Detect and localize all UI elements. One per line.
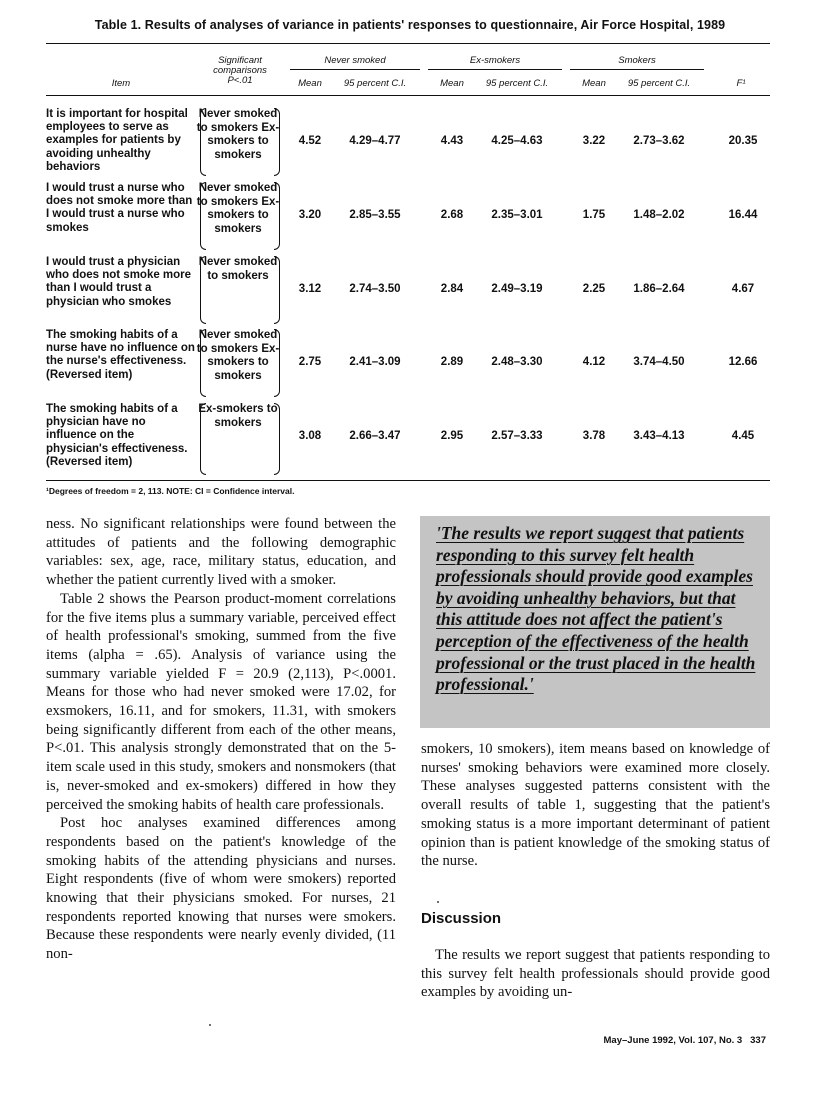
- body-paragraph: Post hoc analyses examined differences among respondents based on the patient's knowledge of the smoking habits of the attending physicians and nurses. Eight respondents (five of whom were smokers) reported knowing that their physicians smoked. For nurses, 21 respondents reported knowing that nurses were smokers. Because these respondents were nearly evenly divided, (11 non-: [46, 815, 396, 963]
- pull-quote-box: [420, 516, 770, 728]
- body-paragraph: The results we report suggest that patients responding to this survey felt health professionals should provide good examples by avoiding un-: [421, 947, 770, 1001]
- table-cell-never-ci: 2.74–3.50: [349, 283, 401, 295]
- table-cell-smoker-mean: 2.25: [582, 283, 606, 295]
- header-smoker-mean: Mean: [582, 78, 606, 89]
- group-rule-never: [290, 69, 420, 70]
- table-footnote: ¹Degrees of freedom = 2, 113. NOTE: CI = Confidence interval.: [46, 486, 295, 496]
- right-column-discussion: [421, 946, 770, 1002]
- table-cell-never-mean: 3.12: [298, 283, 322, 295]
- table-cell-ex-mean: 2.68: [440, 209, 464, 221]
- body-paragraph: ness. No significant relationships were found between the attitudes of patients and the following demographic variables: sex, age, race, military status, education, and whether the patient currently lived with a smoker.: [46, 516, 396, 589]
- table-cell-smoker-mean: 4.12: [582, 356, 606, 368]
- table-row-item: I would trust a physician who does not smoke more than I would trust a physician who smokes: [46, 256, 192, 308]
- table-cell-never-ci: 4.29–4.77: [349, 135, 401, 147]
- table-row-item: The smoking habits of a nurse have no influence on the nurse's effectiveness. (Reversed item): [46, 329, 195, 381]
- table-row-comparisons: Ex-smokers to smokers: [196, 403, 280, 475]
- body-paragraph: Table 2 shows the Pearson product-moment correlations for the five items plus a summary variable, perceived effect of health professional's smoking, summed from the five items (alpha = .65). Analysis of variance using the summary variable yielded F = 20.9 (2,113), P<.0001. Means for those who had never smoked were 17.02, for exsmokers, 16.11, and for smokers, 11.31, with smokers being significantly different from each of the other means, P<.01. This analysis strongly demonstrated that on the 5-item scale used in this study, smokers and nonsmokers (that is, never-smoked and ex-smokers) differed in how they perceived the smoking habits of health care professionals.: [46, 590, 396, 813]
- section-heading-discussion: Discussion: [421, 910, 502, 927]
- table-cell-ex-mean: 2.89: [440, 356, 464, 368]
- print-speck: [209, 1024, 211, 1026]
- table-cell-smoker-ci: 2.73–3.62: [633, 135, 685, 147]
- pull-quote: 'The results we report suggest that patients responding to this survey felt health professionals should provide good examples by avoiding unhealthy behaviors, but that this attitude does not affect the patient's perception of the effectiveness of the health professional or the trust placed in the health professional.': [436, 523, 756, 695]
- table-row-item: The smoking habits of a physician have no influence on the physician's effectiveness. (Reversed item): [46, 403, 188, 468]
- table-cell-smoker-ci: 1.48–2.02: [633, 209, 685, 221]
- header-ex-ci: 95 percent C.I.: [485, 78, 549, 89]
- group-rule-smokers: [570, 69, 704, 70]
- table-row-item: I would trust a nurse who does not smoke more than I would trust a nurse who smokes: [46, 182, 193, 234]
- table-cell-ex-ci: 4.25–4.63: [491, 135, 543, 147]
- print-speck: [437, 901, 439, 903]
- table-cell-never-mean: 3.08: [298, 430, 322, 442]
- left-column: [46, 515, 396, 964]
- table-row-comparisons: Never smoked to smokers: [196, 256, 280, 324]
- header-item: Item: [111, 78, 131, 89]
- issue-info: May–June 1992, Vol. 107, No. 3: [603, 1035, 743, 1046]
- table-caption: Table 1. Results of analyses of variance in patients' responses to questionnaire, Air Force Hospital, 1989: [94, 18, 726, 32]
- table-cell-never-ci: 2.85–3.55: [349, 209, 401, 221]
- table-cell-f: 4.45: [731, 430, 755, 442]
- table-cell-f: 16.44: [728, 209, 758, 221]
- table-cell-ex-mean: 2.84: [440, 283, 464, 295]
- table-row-comparisons: Never smoked to smokers Ex-smokers to smokers: [196, 329, 280, 397]
- right-column: [421, 740, 770, 871]
- table-cell-ex-ci: 2.35–3.01: [491, 209, 543, 221]
- header-ex-smokers: Ex-smokers: [469, 55, 521, 66]
- table-cell-ex-ci: 2.57–3.33: [491, 430, 543, 442]
- table-cell-never-mean: 4.52: [298, 135, 322, 147]
- header-never-mean: Mean: [298, 78, 322, 89]
- table-cell-f: 12.66: [728, 356, 758, 368]
- group-rule-ex: [428, 69, 562, 70]
- table-cell-smoker-mean: 1.75: [582, 209, 606, 221]
- header-smoker-ci: 95 percent C.I.: [627, 78, 691, 89]
- header-ex-mean: Mean: [440, 78, 464, 89]
- table-cell-smoker-ci: 3.43–4.13: [633, 430, 685, 442]
- table-cell-never-mean: 2.75: [298, 356, 322, 368]
- header-never-ci: 95 percent C.I.: [343, 78, 407, 89]
- table-cell-ex-mean: 2.95: [440, 430, 464, 442]
- table-cell-never-ci: 2.41–3.09: [349, 356, 401, 368]
- header-bottom-rule: [46, 95, 770, 96]
- table-cell-ex-ci: 2.48–3.30: [491, 356, 543, 368]
- table-row-comparisons: Never smoked to smokers Ex-smokers to smokers: [196, 182, 280, 250]
- table-cell-smoker-ci: 1.86–2.64: [633, 283, 685, 295]
- table-cell-f: 4.67: [731, 283, 755, 295]
- header-f: F¹: [736, 78, 746, 89]
- page-number: 337: [750, 1035, 766, 1046]
- table-cell-smoker-ci: 3.74–4.50: [633, 356, 685, 368]
- table-bottom-rule: [46, 480, 770, 481]
- body-paragraph: smokers, 10 smokers), item means based on knowledge of nurses' smoking behaviors were examined more closely. These analyses suggested patterns consistent with the overall results of table 1, suggesting that the patient's smoking status is a more important determinant of patient opinion than is patient knowledge of the smoking status of the nurse.: [421, 741, 770, 870]
- table-cell-ex-mean: 4.43: [440, 135, 464, 147]
- table-cell-smoker-mean: 3.22: [582, 135, 606, 147]
- table-row-comparisons: Never smoked to smokers Ex-smokers to smokers: [196, 108, 280, 176]
- header-significant: Significant comparisons P<.01: [213, 55, 267, 86]
- table-cell-f: 20.35: [728, 135, 758, 147]
- table-top-rule: [46, 43, 770, 44]
- table-cell-ex-ci: 2.49–3.19: [491, 283, 543, 295]
- header-never-smoked: Never smoked: [324, 55, 386, 66]
- page-footer: [604, 1035, 766, 1046]
- table-cell-never-mean: 3.20: [298, 209, 322, 221]
- header-smokers: Smokers: [618, 55, 656, 66]
- table-cell-never-ci: 2.66–3.47: [349, 430, 401, 442]
- table-row-item: It is important for hospital employees to serve as examples for patients by avoiding unhealthy behaviors: [46, 108, 188, 173]
- table-cell-smoker-mean: 3.78: [582, 430, 606, 442]
